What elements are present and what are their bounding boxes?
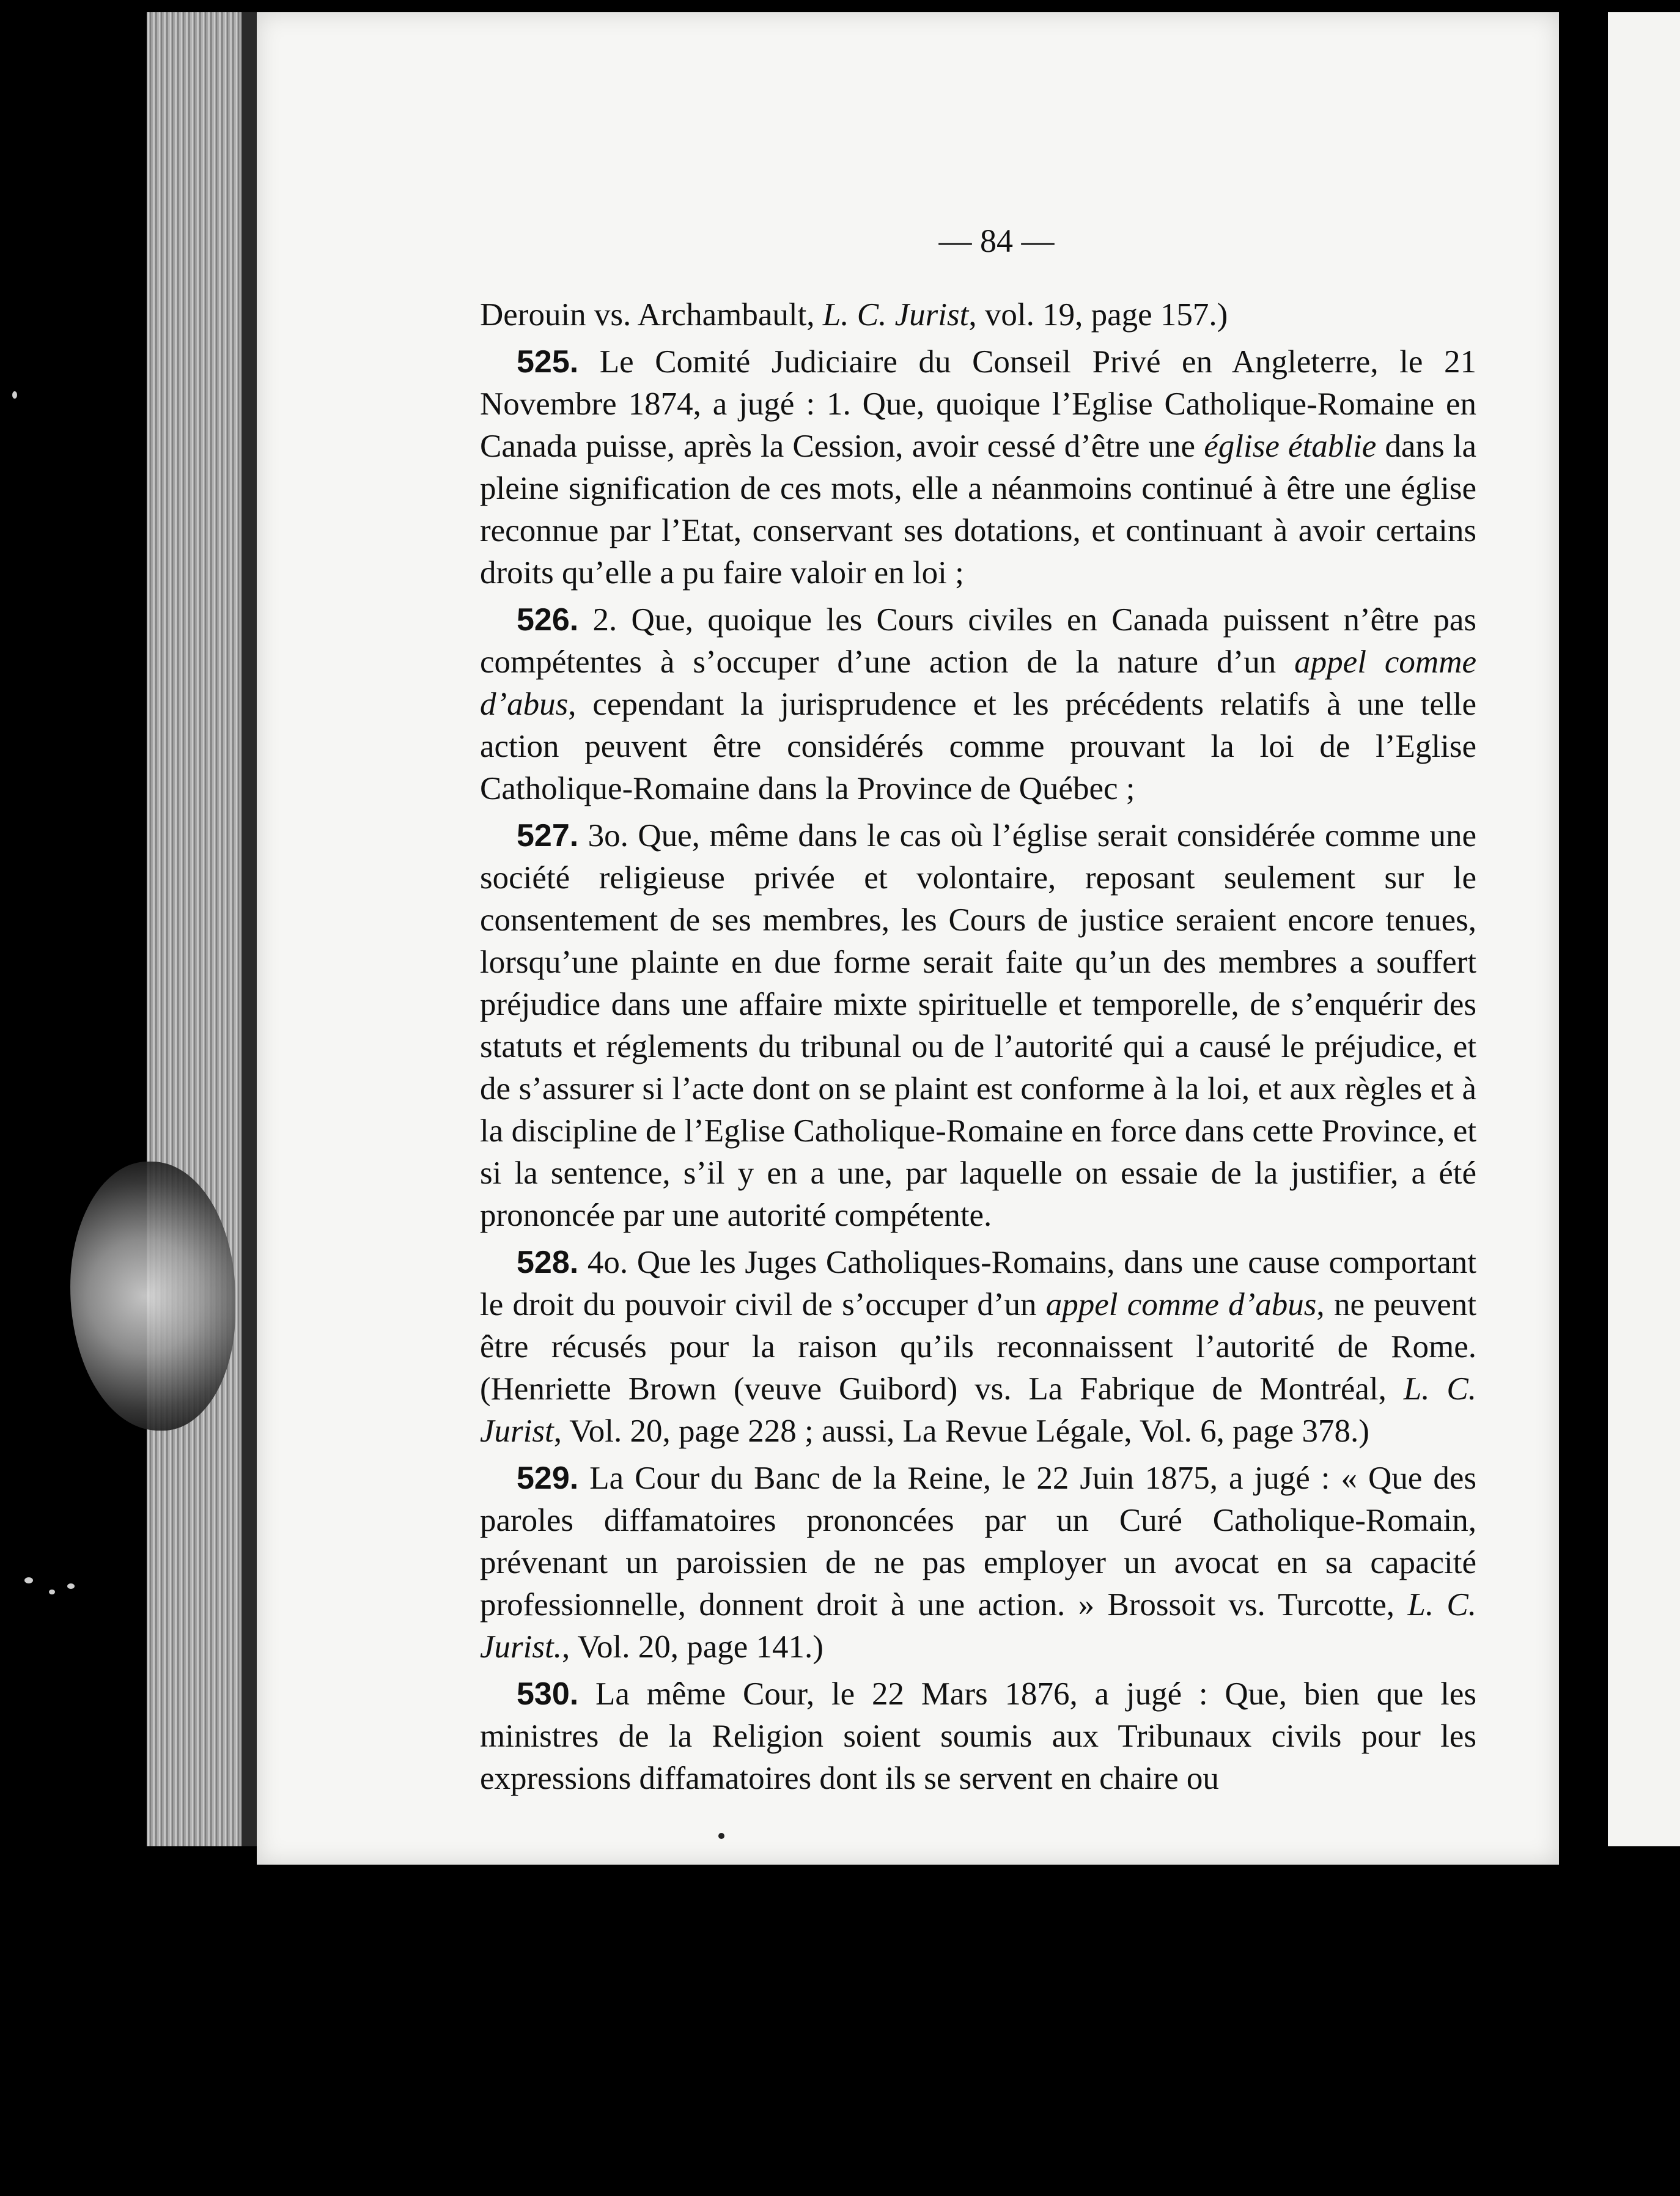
gutter bbox=[1559, 0, 1608, 2196]
body-text: , Vol. 20, page 228 ; aussi, La Revue Légale, Vol. 6, page 378.) bbox=[553, 1413, 1369, 1449]
article-number: 530. bbox=[517, 1676, 579, 1712]
ink-dot bbox=[718, 1833, 724, 1839]
italic-text: appel comme d’abus bbox=[1045, 1287, 1317, 1322]
citation-italic: L. C. Jurist bbox=[822, 297, 969, 333]
italic-text: appel comme d’abus bbox=[480, 644, 1476, 722]
article-paragraph bbox=[480, 1242, 1476, 1453]
adjacent-page bbox=[1608, 12, 1680, 1846]
body-text: Le Comité Judiciaire du Conseil Privé en Angleterre, le 21 Novembre 1874, a jugé : 1. Que, quoique l’Eglise Catholique-Romaine en Canada puisse, après la Cession, avoir cessé d’être une bbox=[480, 344, 1476, 464]
page-number: — 84 — bbox=[938, 223, 1055, 259]
paper-speck bbox=[24, 1577, 33, 1583]
paper-speck bbox=[12, 391, 17, 399]
body-text: , cependant la jurisprudence et les précédents relatifs à une telle action peuvent être considérés comme prouvant la loi de l’Eglise Catholique-Romaine dans la Province de Québec ; bbox=[480, 687, 1476, 806]
paper-stain bbox=[70, 1162, 235, 1431]
page-text bbox=[480, 220, 1476, 1805]
article-number: 525. bbox=[517, 344, 579, 380]
body-text: , ne peuvent être récusés pour la raison qu’ils reconnaissent l’autorité de Rome. (Henriette Brown (veuve Guibord) vs. La Fabrique de Montréal, bbox=[480, 1287, 1477, 1407]
article-paragraph bbox=[480, 815, 1476, 1237]
paragraph-continued bbox=[480, 294, 1476, 336]
article-paragraph bbox=[480, 599, 1476, 810]
article-paragraph bbox=[480, 341, 1476, 594]
italic-text: L. C. Jurist bbox=[480, 1371, 1477, 1449]
article-number: 526. bbox=[517, 602, 579, 638]
body-text: 3o. Que, même dans le cas où l’église serait considérée comme une société religieuse privée et volontaire, reposant seulement sur le consentement de ses membres, les Cours de justice seraient encore tenues, lorsqu’une plainte en due forme serait faite qu’un des membres a souffert préjudice dans une affaire mixte spirituelle et temporelle, de s’enquérir des statuts et réglements du tribunal ou de l’autorité qui a causé le préjudice, et de s’assurer si l’acte dont on se plaint est conforme à la loi, et aux règles et à la discipline de l’Eglise Catholique-Romaine en force dans cette Province, et si la sentence, s’il y en a une, par laquelle on essaie de la justifier, a été prononcée par une autorité compétente. bbox=[480, 818, 1476, 1233]
body-text: dans la pleine signification de ces mots, elle a néanmoins continué à être une église reconnue par l’Etat, conservant ses dotations, et continuant à avoir certains droits qu’elle a pu faire valoir en loi ; bbox=[480, 429, 1476, 591]
book-edge bbox=[147, 12, 257, 1846]
italic-text: L. C. Jurist. bbox=[480, 1587, 1476, 1665]
body-text: , Vol. 20, page 141.) bbox=[561, 1629, 823, 1665]
article-paragraph bbox=[480, 1457, 1476, 1668]
body-text: La même Cour, le 22 Mars 1876, a jugé : Que, bien que les ministres de la Religion soient soumis aux Tribunaux civils pour les expressions diffamatoires dont ils se servent en chaire ou bbox=[480, 1676, 1476, 1796]
body-text: La Cour du Banc de la Reine, le 22 Juin 1875, a jugé : « Que des paroles diffamatoires prononcées par un Curé Catholique-Romain, prévenant un paroissien de ne pas employer un avocat en sa capacité professionnelle, donnent droit à une action. » Brossoit vs. Turcotte, bbox=[480, 1461, 1476, 1623]
article-number: 527. bbox=[517, 818, 579, 853]
body-text: 4o. Que les Juges Catholiques-Romains, dans une cause comportant le droit du pouvoir civil de s’occuper d’un bbox=[480, 1245, 1476, 1322]
citation-text: Derouin vs. Archambault, bbox=[480, 297, 823, 333]
article-paragraph bbox=[480, 1673, 1476, 1800]
paragraph-list bbox=[480, 341, 1476, 1800]
article-number: 528. bbox=[517, 1245, 579, 1280]
paper-speck bbox=[67, 1583, 75, 1589]
article-number: 529. bbox=[517, 1461, 579, 1496]
paper-speck bbox=[49, 1590, 55, 1594]
citation-tail: , vol. 19, page 157.) bbox=[968, 297, 1228, 333]
italic-text: église établie bbox=[1204, 429, 1377, 464]
body-text: 2. Que, quoique les Cours civiles en Canada puissent n’être pas compétentes à s’occuper d’une action de la nature d’un bbox=[480, 602, 1476, 680]
